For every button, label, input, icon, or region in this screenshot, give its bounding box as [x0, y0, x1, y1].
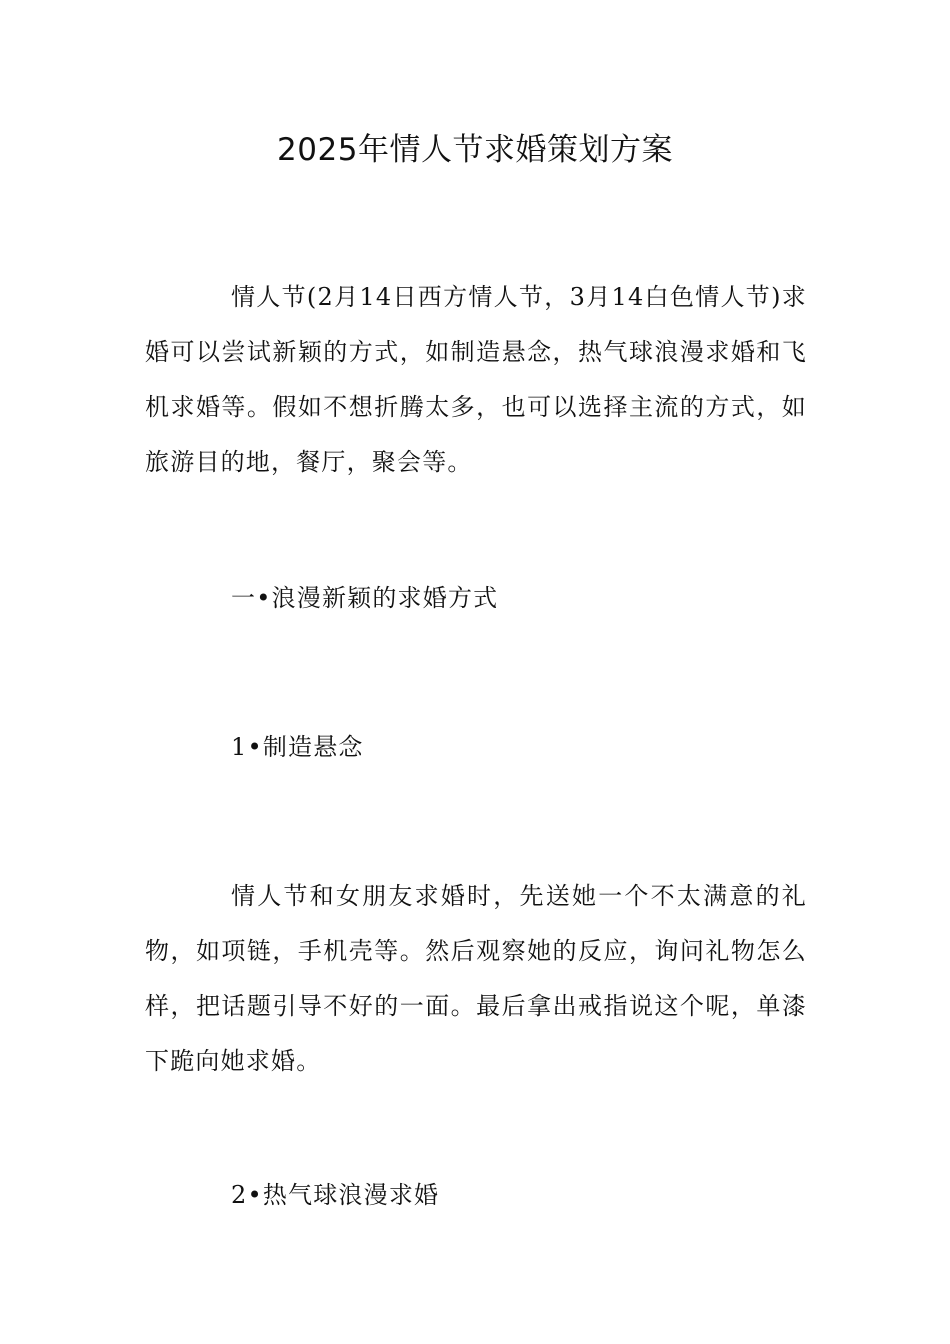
subsection-heading-suspense: 1•制造悬念 — [231, 733, 364, 761]
intro-paragraph: 情人节(2月14日西方情人节，3月14白色情人节)求婚可以尝试新颖的方式，如制造悬念，热气球浪漫求婚和飞机求婚等。假如不想折腾太多，也可以选择主流的方式，如旅游目的地，餐厅，聚会等。 — [145, 283, 807, 476]
document-title: 2025年情人节求婚策划方案 — [277, 132, 673, 168]
section-heading: 一•浪漫新颖的求婚方式 — [231, 584, 499, 612]
subsection-heading-balloon: 2•热气球浪漫求婚 — [231, 1181, 440, 1209]
suspense-paragraph: 情人节和女朋友求婚时，先送她一个不太满意的礼物，如项链，手机壳等。然后观察她的反应，询问礼物怎么样，把话题引导不好的一面。最后拿出戒指说这个呢，单漆下跪向她求婚。 — [145, 882, 807, 1075]
